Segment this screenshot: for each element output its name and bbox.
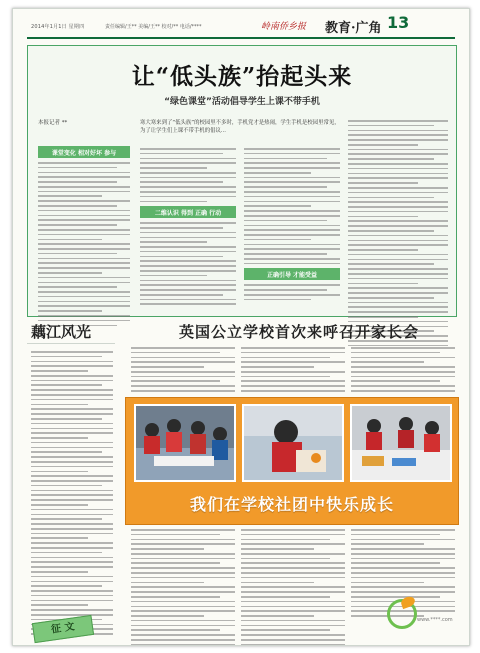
page-number: 13: [387, 13, 410, 32]
top-article-box: [27, 45, 457, 317]
paper-name: 岭南侨乡报: [261, 22, 307, 32]
masthead: [13, 9, 469, 49]
bottom-text-column-2: [241, 529, 345, 646]
section-tag: 二维认识 得到 正确 行动: [140, 206, 236, 218]
text-column-2: [140, 148, 236, 308]
photo-workshop: [350, 404, 452, 482]
bottom-text-column-1: [131, 529, 235, 646]
lead-paragraph: 寒大寒来到了“低头族”的校园里不多时，手机党才是热闹，学生手机是校园里常见，为了让学生们上课不带手机的倡议...: [140, 120, 340, 134]
subhead: “绿色课堂”活动倡导学生上课不带手机: [164, 97, 320, 107]
middle-article: [139, 321, 459, 342]
photo-classroom: [134, 404, 236, 482]
masthead-rule: [27, 37, 455, 39]
essay-badge: 征 文: [32, 615, 94, 643]
issue-date: 2014年1月1日 星期四: [31, 24, 85, 30]
text-column-4: [348, 120, 448, 350]
site-logo: [383, 597, 453, 635]
photo-student-craft: [242, 404, 344, 482]
logo-text: www.****.com: [417, 617, 453, 623]
headline: 让“低头族”抬起头来: [131, 63, 353, 90]
section-tag: 课堂变化 相对好坏 参与: [38, 146, 130, 158]
photo-feature-box: [125, 397, 459, 525]
section-title: 教育·广角: [325, 21, 382, 36]
byline: 本报记者 **: [38, 120, 68, 126]
middle-text-column-3: [351, 347, 455, 395]
left-column-text: [31, 351, 113, 638]
photo-banner-caption: 我们在学校社团中快乐成长: [189, 495, 394, 514]
left-column-title: 藕江风光: [31, 323, 92, 341]
text-column-3: [244, 148, 340, 303]
left-column: [27, 317, 117, 643]
middle-text-column-1: [131, 347, 235, 395]
middle-article-title: 英国公立学校首次来呼召开家长会: [178, 323, 419, 341]
editor-credits: 责任编辑/王** 美编/王** 校对/** 电话/****: [105, 24, 202, 30]
text-column-1: [38, 142, 130, 329]
section-tag: 正确引导 才能受益: [244, 268, 340, 280]
middle-text-column-2: [241, 347, 345, 395]
newspaper-page: [12, 8, 470, 646]
